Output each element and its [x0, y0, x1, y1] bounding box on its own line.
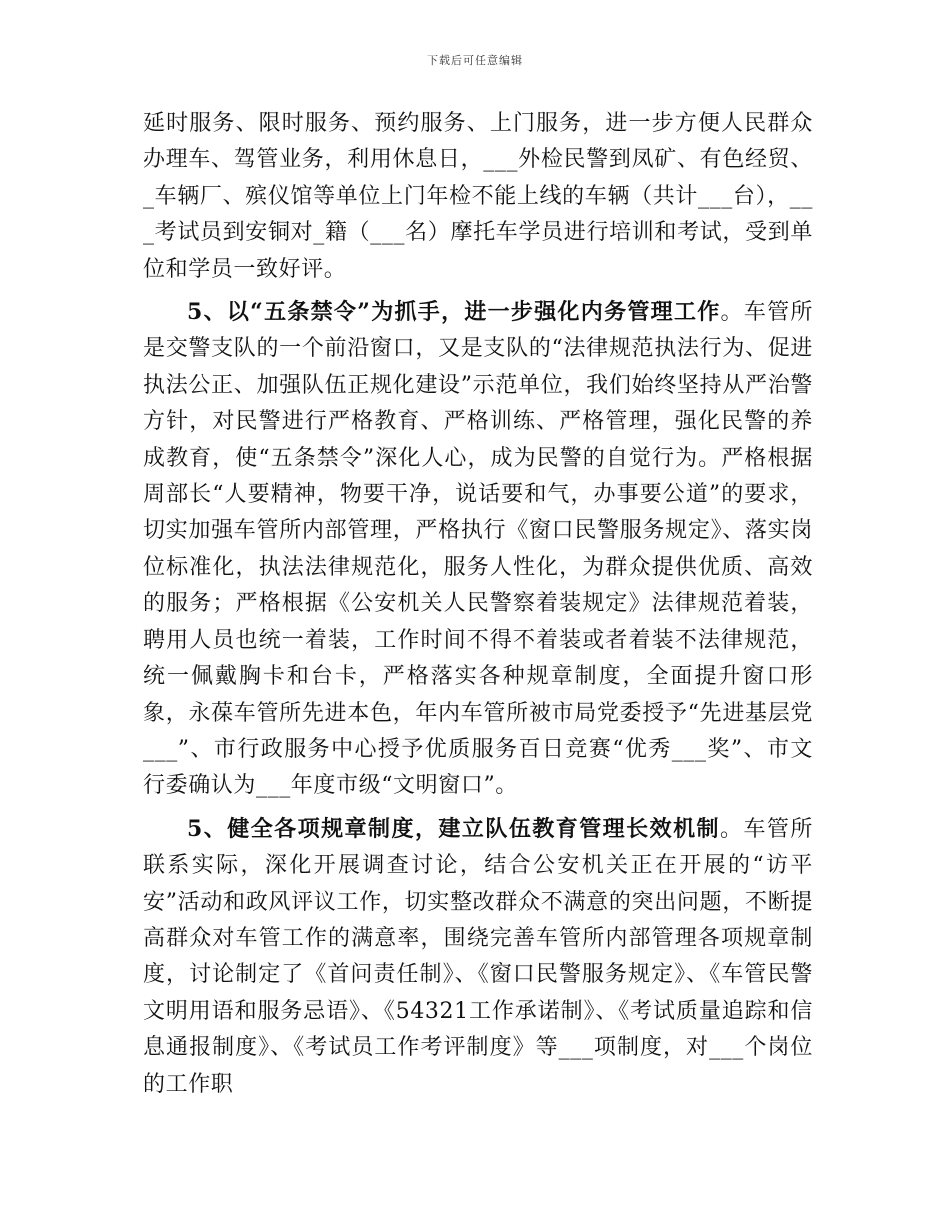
paragraph-regulations [143, 811, 813, 1103]
paragraph-text: 。车管所是交警支队的一个前沿窗口，又是支队的“法律规范执法行为、促进执法公正、加强队伍正规化建设”示范单位，我们始终坚持从严治警方针，对民警进行严格教育、严格训练、严格管理，强化民警的养成教育，使“五条禁令”深化人心，成为民警的自觉行为。严格根据周部长“人要精神，物要干净，说话要和气，办事要公道”的要求，切实加强车管所内部管理，严格执行《窗口民警服务规定》、落实岗位标准化，执法法律规范化，服务人性化，为群众提供优质、高效的服务；严格根据《公安机关人民警察着装规定》法律规范着装，聘用人员也统一着装，工作时间不得不着装或者着装不法律规范，统一佩戴胸卡和台卡，严格落实各种规章制度，全面提升窗口形象，永葆车管所先进本色，年内车管所被市局党委授予“先进基层党___”、市行政服务中心授予优质服务百日竞赛“优秀___奖”、市文行委确认为___年度市级“文明窗口”。 [143, 300, 813, 799]
page-header-note: 下载后可任意编辑 [427, 54, 523, 67]
document-body [143, 106, 813, 1103]
paragraph-five-bans [143, 294, 813, 805]
paragraph-heading: 5、健全各项规章制度，建立队伍教育管理长效机制 [187, 815, 720, 842]
paragraph-text: 。车管所联系实际，深化开展调查讨论，结合公安机关正在开展的“访平安”活动和政风评议工作，切实整改群众不满意的突出问题，不断提高群众对车管工作的满意率，围绕完善车管所内部管理各项规章制度，讨论制定了《首问责任制》、《窗口民警服务规定》、《车管民警文明用语和服务忌语》、《54321工作承诺制》、《考试质量追踪和信息通报制度》、《考试员工作考评制度》等___项制度，对___个岗位的工作职 [143, 816, 813, 1097]
paragraph-heading: 5、以“五条禁令”为抓手，进一步强化内务管理工作 [187, 299, 721, 326]
paragraph-text: 延时服务、限时服务、预约服务、上门服务，进一步方便人民群众办理车、驾管业务，利用休息日，___外检民警到凤矿、有色经贸、_车辆厂、殡仪馆等单位上门年检不能上线的车辆（共计___台），___考试员到安铜对_籍（___名）摩托车学员进行培训和考试，受到单位和学员一致好评。 [143, 111, 813, 282]
paragraph-service [143, 106, 813, 288]
